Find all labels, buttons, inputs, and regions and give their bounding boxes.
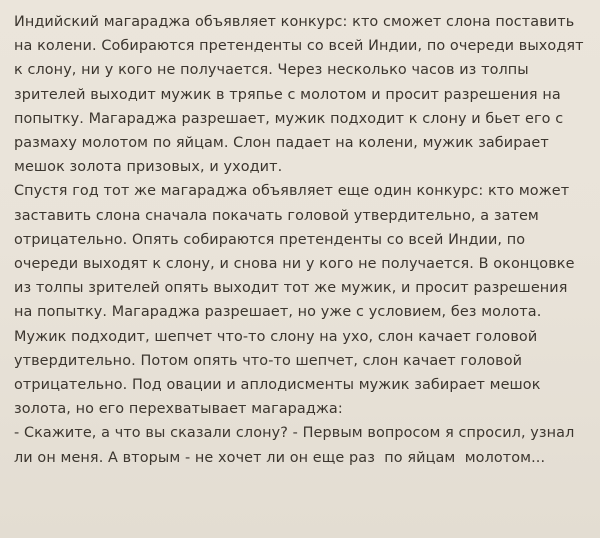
paragraph-3: - Скажите, а что вы сказали слону? - Первым вопросом я спросил, узнал ли он меня. А вторым - не хочет ли он еще раз по яйцам молотом... xyxy=(14,425,580,466)
paragraph-1: Индийский магараджа объявляет конкурс: кто сможет слона поставить на колени. Собираются претенденты со всей Индии, по очереди выходят к слону, ни у кого не получается. Через несколько часов из толпы зрителей выходит мужик в тряпье с молотом и просит разрешения на попытку. Магараджа разрешает, мужик подходит к слону и бьет его с размаху молотом по яйцам. Слон падает на колени, мужик забирает мешок золота призовых, и уходит. xyxy=(14,14,589,176)
paragraph-2: Спустя год тот же магараджа объявляет еще один конкурс: кто может заставить слона сначала покачать головой утвердительно, а затем отрицательно. Опять собираются претенденты со всей Индии, по очереди выходят к слону, и снова ни у кого не получается. В оконцовке из толпы зрителей опять выходит тот же мужик, и просит разрешения на попытку. Магараджа разрешает, но уже с условием, без молота. Мужик подходит, шепчет что-то слону на ухо, слон качает головой утвердительно. Потом опять что-то шепчет, слон качает головой отрицательно. Под овации и аплодисменты мужик забирает мешок золота, но его перехватывает магараджа: xyxy=(14,183,580,418)
document-text xyxy=(14,10,589,470)
